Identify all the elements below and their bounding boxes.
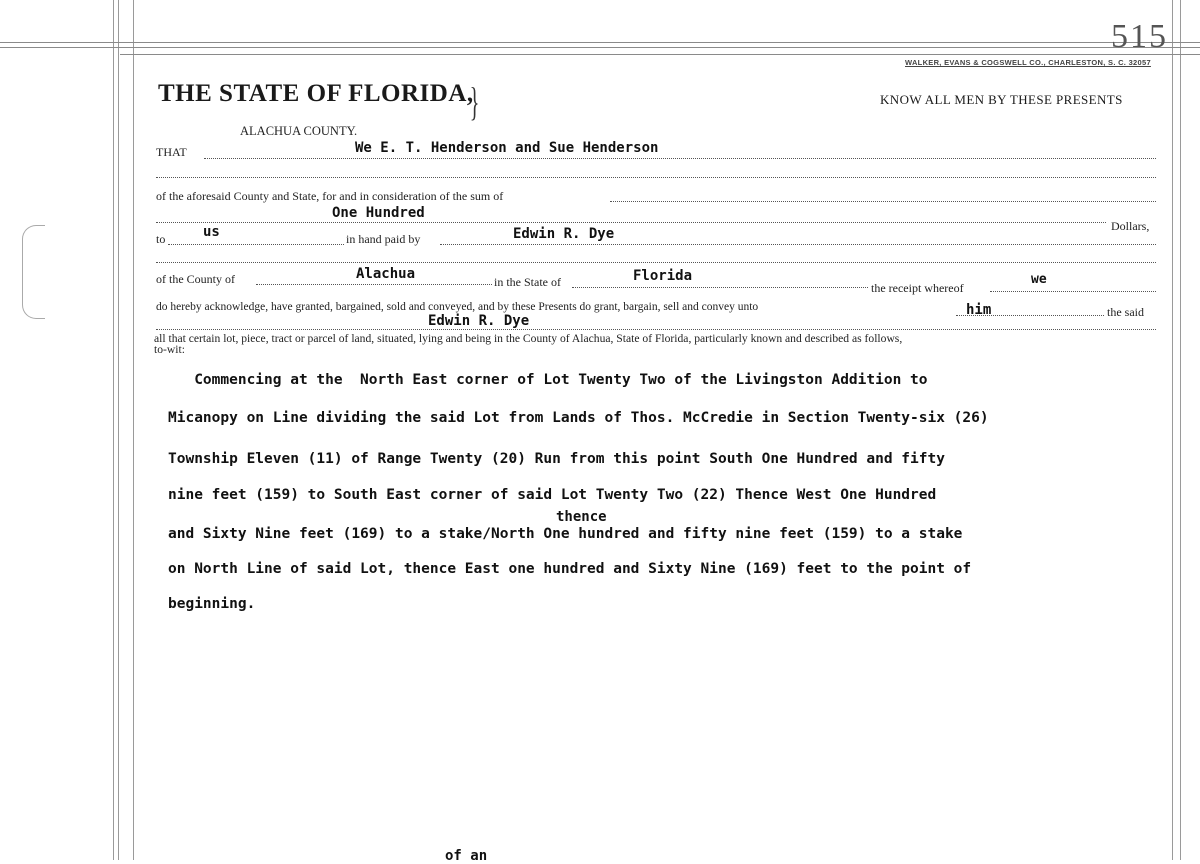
grantee-pronoun-line: [956, 315, 1104, 316]
description-line-5: and Sixty Nine feet (169) to a stake/North One hundred and fifty nine feet (159) to a stake: [168, 526, 963, 542]
top-rule-2: [0, 47, 1200, 48]
paid-by-label: in hand paid by: [346, 232, 421, 246]
printer-imprint: WALKER, EVANS & COGSWELL CO., CHARLESTON, S. C. 32057: [905, 58, 1151, 67]
margin-rule-right-2: [1180, 0, 1181, 860]
blank-line-2: [156, 262, 1156, 263]
description-line-7: beginning.: [168, 596, 256, 612]
description-insertion: thence: [556, 509, 607, 525]
receipt-label: the receipt whereof: [871, 281, 964, 295]
description-line-2: Micanopy on Line dividing the said Lot from Lands of Thos. McCredie in Section Twenty-six (26): [168, 410, 989, 426]
sum-field: One Hundred: [332, 205, 425, 221]
page-number: 515: [1111, 18, 1168, 55]
to-line: [168, 244, 344, 245]
lot-description-label: all that certain lot, piece, tract or parcel of land, situated, lying and being in the County of Alachua, State of Florida, particularly known and described as follows,: [154, 332, 903, 345]
county-line: [256, 284, 492, 285]
payer-field: Edwin R. Dye: [513, 226, 615, 242]
dollars-label: Dollars,: [1111, 219, 1150, 233]
footer-fragment: of an: [445, 848, 488, 864]
state-of-label: in the State of: [494, 275, 561, 289]
margin-rule-right-1: [1172, 0, 1173, 860]
grantee-field: Edwin R. Dye: [428, 313, 530, 329]
margin-rule-left-1: [113, 0, 114, 860]
top-rule-3: [120, 54, 1200, 55]
grantee-pronoun-field: him: [966, 302, 992, 318]
top-rule-1: [0, 42, 1200, 43]
county-field: Alachua: [356, 266, 416, 282]
county-of-label: of the County of: [156, 272, 235, 286]
that-line: [204, 158, 1156, 159]
county-heading: ALACHUA COUNTY.: [240, 124, 358, 138]
sum-line: [156, 222, 1106, 223]
margin-rule-left-3: [133, 0, 134, 860]
page-title: THE STATE OF FLORIDA,: [158, 80, 474, 107]
description-line-3: Township Eleven (11) of Range Twenty (20) Run from this point South One Hundred and fifty: [168, 451, 945, 467]
receipt-line: [990, 291, 1156, 292]
paid-by-line: [440, 244, 1156, 245]
state-field: Florida: [633, 268, 693, 284]
description-line-4: nine feet (159) to South East corner of said Lot Twenty Two (22) Thence West One Hundred: [168, 487, 937, 503]
description-line-6: on North Line of said Lot, thence East one hundred and Sixty Nine (169) feet to the point of: [168, 561, 972, 577]
blank-line-1: [156, 177, 1156, 178]
description-line-1: Commencing at the North East corner of Lot Twenty Two of the Livingston Addition to: [168, 372, 928, 388]
conveyance-label: do hereby acknowledge, have granted, bargained, sold and conveyed, and by these Presents do grant, bargain, sell and convey unto: [156, 301, 759, 313]
margin-rule-left-2: [118, 0, 119, 860]
brace-mark: }: [469, 79, 480, 124]
to-wit-label: to-wit:: [154, 343, 185, 356]
know-all-men-heading: KNOW ALL MEN BY THESE PRESENTS: [880, 92, 1123, 107]
the-said-label: the said: [1107, 305, 1144, 319]
binder-hole: [22, 225, 45, 319]
state-line: [572, 287, 868, 288]
that-label: THAT: [156, 145, 187, 159]
grantee-line: [156, 329, 1156, 330]
grantors-field: We E. T. Henderson and Sue Henderson: [355, 140, 659, 156]
paid-to-field: us: [203, 224, 220, 240]
consideration-line: [610, 201, 1156, 202]
consideration-label: of the aforesaid County and State, for and in consideration of the sum of: [156, 189, 504, 203]
receipt-field: we: [1031, 272, 1047, 287]
to-label: to: [156, 232, 166, 246]
